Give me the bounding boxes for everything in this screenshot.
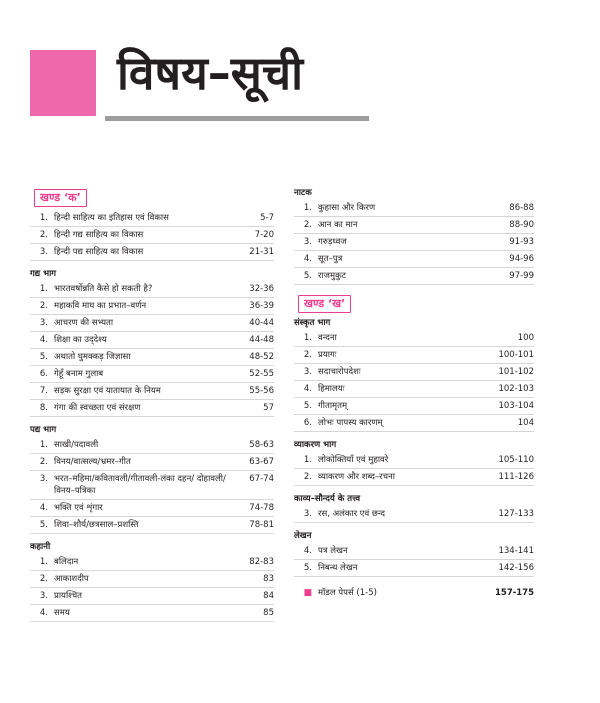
toc-entry-number: 4. — [303, 546, 312, 556]
toc-entry-pages: 101-102 — [498, 367, 534, 377]
toc-entry-pages: 102-103 — [498, 384, 534, 394]
toc-entry-pages: 85 — [263, 608, 274, 618]
toc-entry — [294, 200, 534, 217]
toc-entry — [30, 227, 274, 244]
toc-entry-title: मॉडल पेपर्स (1-5) — [318, 588, 377, 598]
toc-entry-title: विनय/वात्सल्य/भ्रमर–गीत — [54, 457, 131, 467]
toc-entry-title: निबन्ध लेखन — [318, 563, 358, 573]
toc-entry-title: हिन्दी साहित्य का इतिहास एवं विकास — [54, 213, 169, 223]
toc-entry-pages: 44-48 — [249, 335, 274, 345]
toc-entry-number: 2. — [39, 457, 48, 467]
toc-entry — [30, 349, 274, 366]
section-heading-kahani: कहानी — [30, 542, 51, 552]
toc-entry-title: गीतामृतम् — [318, 401, 348, 411]
toc-entry — [294, 543, 534, 560]
toc-entry — [30, 437, 274, 454]
toc-entry-pages: 88-90 — [509, 220, 534, 230]
lekhan-list — [294, 543, 534, 577]
toc-entry — [294, 469, 534, 486]
toc-entry-number: 2. — [303, 220, 312, 230]
toc-entry-number: 5. — [39, 520, 48, 530]
toc-entry-title: अथातो घुमक्कड़ जिज्ञासा — [54, 352, 131, 362]
toc-entry-pages: 78-81 — [249, 520, 274, 530]
toc-entry-title: बलिदान — [54, 557, 79, 567]
toc-entry-number: 4. — [39, 608, 48, 618]
toc-entry-number: 4. — [303, 254, 312, 264]
natak-list — [294, 200, 534, 285]
toc-entry-number: 3. — [303, 237, 312, 247]
toc-entry-title: हिमालयः — [318, 384, 345, 394]
toc-entry — [30, 517, 274, 534]
toc-entry — [294, 217, 534, 234]
toc-entry — [30, 500, 274, 517]
toc-entry-number: 5. — [303, 563, 312, 573]
toc-entry-pages: 58-63 — [249, 440, 274, 450]
bullet-square-icon: ■ — [303, 588, 312, 598]
toc-entry — [294, 234, 534, 251]
toc-entry — [30, 332, 274, 349]
section-heading-sanskrit: संस्कृत भाग — [294, 318, 331, 328]
toc-entry-number: 5. — [303, 271, 312, 281]
toc-entry-pages: 5-7 — [260, 213, 274, 223]
toc-entry-number: 1. — [39, 557, 48, 567]
toc-entry — [30, 244, 274, 261]
toc-entry — [30, 471, 274, 500]
section-heading-natak: नाटक — [294, 188, 312, 198]
toc-entry-number: 2. — [39, 301, 48, 311]
toc-entry — [294, 398, 534, 415]
toc-entry — [30, 571, 274, 588]
toc-entry-number: 1. — [39, 213, 48, 223]
page-title: विषय–सूची — [117, 46, 303, 100]
toc-entry-number: 3. — [39, 247, 48, 257]
toc-entry-title: रस, अलंकार एवं छन्द — [318, 509, 386, 519]
toc-entry — [30, 366, 274, 383]
toc-entry-number: 4. — [39, 335, 48, 345]
toc-entry-title: गरुड़ध्वज — [318, 237, 347, 247]
toc-entry-title: प्रायश्चित — [54, 591, 83, 601]
toc-entry-pages: 100-101 — [498, 350, 534, 360]
toc-entry-number: 7. — [39, 386, 48, 396]
toc-entry-title: लोकोक्तियाँ एवं मुहावरे — [318, 455, 389, 465]
toc-entry-title: सूत–पुत्र — [318, 254, 343, 264]
section-heading-lekhan: लेखन — [294, 531, 312, 541]
toc-entry — [294, 381, 534, 398]
toc-entry-title: हिन्दी पद्य साहित्य का विकास — [54, 247, 144, 257]
kavya-list — [294, 506, 534, 523]
toc-entry-title: आन का मान — [318, 220, 358, 230]
toc-entry-number: 2. — [303, 472, 312, 482]
toc-entry-pages: 100 — [517, 333, 534, 343]
toc-entry-title: कुहासा और किरण — [318, 203, 376, 213]
toc-entry-pages: 86-88 — [509, 203, 534, 213]
toc-entry-pages: 134-141 — [498, 546, 534, 556]
toc-entry-pages: 63-67 — [249, 457, 274, 467]
toc-entry-title: शिवा–शौर्य/छत्रसाल–प्रशस्ति — [54, 520, 139, 530]
toc-entry-pages: 57 — [263, 403, 274, 413]
toc-entry — [294, 506, 534, 523]
toc-entry-title: भारतवर्षोन्नति कैसे हो सकती है? — [54, 284, 153, 294]
toc-entry-title: महाकवि माघ का प्रभात–वर्णन — [54, 301, 147, 311]
toc-entry-pages: 52-55 — [249, 369, 274, 379]
toc-entry-pages: 55-56 — [249, 386, 274, 396]
toc-entry-number: 5. — [303, 401, 312, 411]
toc-left-column — [30, 186, 274, 622]
title-accent-block — [30, 50, 96, 116]
toc-entry — [294, 364, 534, 381]
toc-entry-pages: 103-104 — [498, 401, 534, 411]
kahani-list — [30, 554, 274, 622]
toc-entry-number: 2. — [39, 574, 48, 584]
toc-entry-title: भरत–महिमा/कवितावली/गीतावली-लंका दहन/ दोहावली/विनय–पत्रिका — [54, 474, 226, 496]
toc-entry-title: शिक्षा का उद्‌देश्य — [54, 335, 107, 345]
toc-entry — [30, 605, 274, 622]
toc-entry-pages: 32-36 — [249, 284, 274, 294]
section-heading-vyakaran: व्याकरण भाग — [294, 440, 337, 450]
sanskrit-list — [294, 330, 534, 432]
toc-entry-pages: 40-44 — [249, 318, 274, 328]
toc-entry-pages: 36-39 — [249, 301, 274, 311]
toc-entry-pages: 97-99 — [509, 271, 534, 281]
toc-entry-pages: 21-31 — [249, 247, 274, 257]
toc-entry-title: सड़क सुरक्षा एवं यातायात के नियम — [54, 386, 161, 396]
toc-entry-title: प्रयागः — [318, 350, 337, 360]
toc-entry-pages: 74-78 — [249, 503, 274, 513]
toc-entry-number: 4. — [39, 503, 48, 513]
toc-entry-number: 5. — [39, 352, 48, 362]
section-badge-ka: खण्ड ‘क’ — [34, 189, 87, 207]
toc-entry-title: गेहूँ बनाम गुलाब — [54, 369, 104, 379]
toc-entry-number: 2. — [39, 230, 48, 240]
toc-entry-number: 1. — [303, 203, 312, 213]
toc-entry-pages: 91-93 — [509, 237, 534, 247]
toc-entry — [30, 298, 274, 315]
section-heading-kavya: काव्य–सौन्दर्य के तत्त्व — [294, 494, 361, 504]
toc-entry — [294, 347, 534, 364]
toc-entry-title: आचरण की सभ्यता — [54, 318, 114, 328]
toc-entry-pages: 105-110 — [498, 455, 534, 465]
toc-entry-number: 3. — [39, 318, 48, 328]
toc-entry-number: 3. — [303, 367, 312, 377]
vyakaran-list — [294, 452, 534, 486]
toc-entry-pages: 48-52 — [249, 352, 274, 362]
toc-entry-pages: 82-83 — [249, 557, 274, 567]
model-papers-row — [294, 585, 534, 601]
toc-entry-pages: 94-96 — [509, 254, 534, 264]
toc-entry — [294, 330, 534, 347]
toc-entry-number: 6. — [39, 369, 48, 379]
toc-entry-title: साखी/पदावली — [54, 440, 99, 450]
toc-entry-pages: 157-175 — [494, 588, 534, 598]
toc-entry-number: 1. — [303, 455, 312, 465]
gadya-list — [30, 281, 274, 417]
toc-entry-pages: 84 — [263, 591, 274, 601]
intro-list — [30, 210, 274, 261]
toc-entry — [30, 210, 274, 227]
toc-entry-pages: 83 — [263, 574, 274, 584]
toc-entry-number: 2. — [303, 350, 312, 360]
toc-entry — [294, 415, 534, 432]
toc-entry-number: 3. — [39, 474, 48, 484]
toc-entry-number: 6. — [303, 418, 312, 428]
toc-entry-number: 8. — [39, 403, 48, 413]
toc-entry-title: आकाशदीप — [54, 574, 89, 584]
toc-entry — [30, 383, 274, 400]
toc-entry-pages: 127-133 — [498, 509, 534, 519]
toc-entry-title: समय — [54, 608, 70, 618]
toc-entry-title: भक्ति एवं शृंगार — [54, 503, 103, 513]
toc-entry-title: वन्दना — [318, 333, 337, 343]
section-heading-gadya: गद्य भाग — [30, 269, 57, 279]
toc-entry — [30, 400, 274, 417]
toc-entry-number: 1. — [39, 440, 48, 450]
toc-entry-title: राजमुकुट — [318, 271, 346, 281]
toc-entry — [30, 315, 274, 332]
toc-entry-pages: 104 — [517, 418, 534, 428]
toc-entry-number: 1. — [303, 333, 312, 343]
toc-entry — [30, 454, 274, 471]
section-heading-padya: पद्य भाग — [30, 425, 57, 435]
toc-entry — [294, 268, 534, 285]
toc-entry — [30, 281, 274, 298]
toc-entry-pages: 67-74 — [249, 474, 274, 484]
toc-entry — [30, 588, 274, 605]
toc-entry-number: 3. — [39, 591, 48, 601]
toc-entry-pages: 142-156 — [498, 563, 534, 573]
toc-entry-title: गंगा की स्वच्छता एवं संरक्षण — [54, 403, 141, 413]
toc-entry-title: लोभः पापस्य कारणम् — [318, 418, 383, 428]
toc-entry-pages: 111-126 — [498, 472, 534, 482]
toc-entry — [294, 452, 534, 469]
toc-entry-title: हिन्दी गद्य साहित्य का विकास — [54, 230, 144, 240]
toc-entry — [30, 554, 274, 571]
toc-entry-number: 4. — [303, 384, 312, 394]
toc-entry-number: 3. — [303, 509, 312, 519]
title-underline — [105, 116, 369, 121]
toc-entry-number: 1. — [39, 284, 48, 294]
toc-entry-title: पत्र लेखन — [318, 546, 348, 556]
toc-entry-pages: 7-20 — [254, 230, 274, 240]
toc-right-column — [294, 186, 534, 601]
toc-entry — [294, 560, 534, 577]
toc-entry — [294, 251, 534, 268]
toc-entry-title: सदाचारोपदेशः — [318, 367, 361, 377]
section-badge-kha: खण्ड ‘ख’ — [298, 295, 351, 313]
padya-list — [30, 437, 274, 534]
toc-entry-title: व्याकरण और शब्द–रचना — [318, 472, 395, 482]
